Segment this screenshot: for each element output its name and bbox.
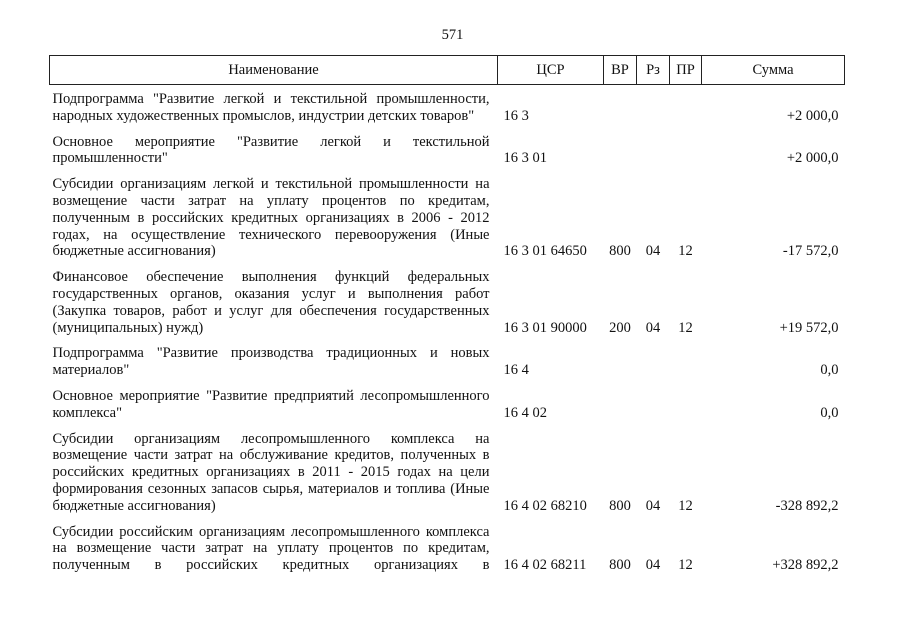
row-rz: 04 xyxy=(645,497,661,514)
row-sum: 0,0 xyxy=(820,404,839,421)
row-vr: 800 xyxy=(609,243,631,260)
row-name: Субсидии организациям легкой и текстильной промышленности на возмещение части затрат на уплату процентов по кредитам, полученным в российских кредитных организациях в 2006 - 2012 годах, на осуществление технического перевооружения (Иные бюджетные ассигнования) xyxy=(52,176,490,260)
row-rz: 04 xyxy=(645,243,661,260)
table-row xyxy=(50,170,845,263)
row-name: Подпрограмма "Развитие легкой и текстильной промышленности, народных художественных промыслов, индустрии детских товаров" xyxy=(52,91,490,124)
row-csr: 16 4 02 68211 xyxy=(503,557,587,574)
column-header-vr: ВР xyxy=(604,56,637,85)
column-header-pr: ПР xyxy=(670,56,702,85)
row-vr xyxy=(604,382,637,425)
row-vr xyxy=(604,128,637,171)
budget-table xyxy=(49,55,845,577)
row-rz xyxy=(637,382,670,425)
row-csr: 16 3 xyxy=(503,107,529,124)
row-pr xyxy=(670,339,702,382)
column-header-csr: ЦСР xyxy=(498,56,604,85)
column-header-rz: Рз xyxy=(637,56,670,85)
row-pr xyxy=(670,128,702,171)
column-header-name: Наименование xyxy=(50,56,498,85)
row-name: Финансовое обеспечение выполнения функций федеральных государственных органов, оказания услуг и выполнения работ (Закупка товаров, работ и услуг для обеспечения государственных (муниципальных) нужд) xyxy=(52,269,490,336)
row-name: Субсидии организациям лесопромышленного комплекса на возмещение части затрат на обслуживание кредитов, полученных в российских кредитных организациях в 2011 - 2015 годах на цели формирования сезонных запасов сырья, материалов и топлива (Иные бюджетные ассигнования) xyxy=(52,430,490,514)
row-rz xyxy=(637,339,670,382)
row-sum: 0,0 xyxy=(820,362,839,379)
row-vr: 800 xyxy=(609,557,631,574)
row-name: Субсидии российским организациям лесопромышленного комплекса на возмещение части затрат на уплату процентов по кредитам, полученным в российских кредитных организациях в xyxy=(52,523,490,574)
row-name: Основное мероприятие "Развитие предприятий лесопромышленного комплекса" xyxy=(52,387,490,421)
row-name: Основное мероприятие "Развитие легкой и текстильной промышленности" xyxy=(52,133,490,167)
row-pr: 12 xyxy=(678,497,693,514)
column-header-sum: Сумма xyxy=(702,56,845,85)
row-rz xyxy=(637,128,670,171)
row-sum: -328 892,2 xyxy=(775,497,839,514)
row-sum: +2 000,0 xyxy=(786,150,839,167)
row-vr xyxy=(604,85,637,128)
table-row xyxy=(50,518,845,577)
row-rz: 04 xyxy=(645,319,661,336)
row-rz xyxy=(637,85,670,128)
row-sum: +328 892,2 xyxy=(772,557,839,574)
table-row xyxy=(50,128,845,171)
table-row xyxy=(50,425,845,518)
row-sum: +19 572,0 xyxy=(779,319,839,336)
page-number: 571 xyxy=(441,27,464,43)
row-vr: 200 xyxy=(609,319,631,336)
row-vr xyxy=(604,339,637,382)
table-header-row xyxy=(50,56,845,85)
row-vr: 800 xyxy=(609,497,631,514)
table-row xyxy=(50,339,845,382)
row-pr: 12 xyxy=(678,319,693,336)
row-name: Подпрограмма "Развитие производства традиционных и новых материалов" xyxy=(52,345,490,379)
row-sum: +2 000,0 xyxy=(786,107,839,124)
row-csr: 16 4 xyxy=(503,362,529,379)
row-csr: 16 3 01 64650 xyxy=(503,243,587,260)
row-pr: 12 xyxy=(678,243,693,260)
row-csr: 16 3 01 xyxy=(503,150,547,167)
row-csr: 16 4 02 68210 xyxy=(503,497,587,514)
row-pr xyxy=(670,382,702,425)
table-row xyxy=(50,263,845,339)
row-csr: 16 3 01 90000 xyxy=(503,319,587,336)
row-pr xyxy=(670,85,702,128)
row-rz: 04 xyxy=(645,557,661,574)
row-pr: 12 xyxy=(678,557,693,574)
row-sum: -17 572,0 xyxy=(782,243,839,260)
row-csr: 16 4 02 xyxy=(503,404,547,421)
table-row xyxy=(50,382,845,425)
table-row xyxy=(50,85,845,128)
